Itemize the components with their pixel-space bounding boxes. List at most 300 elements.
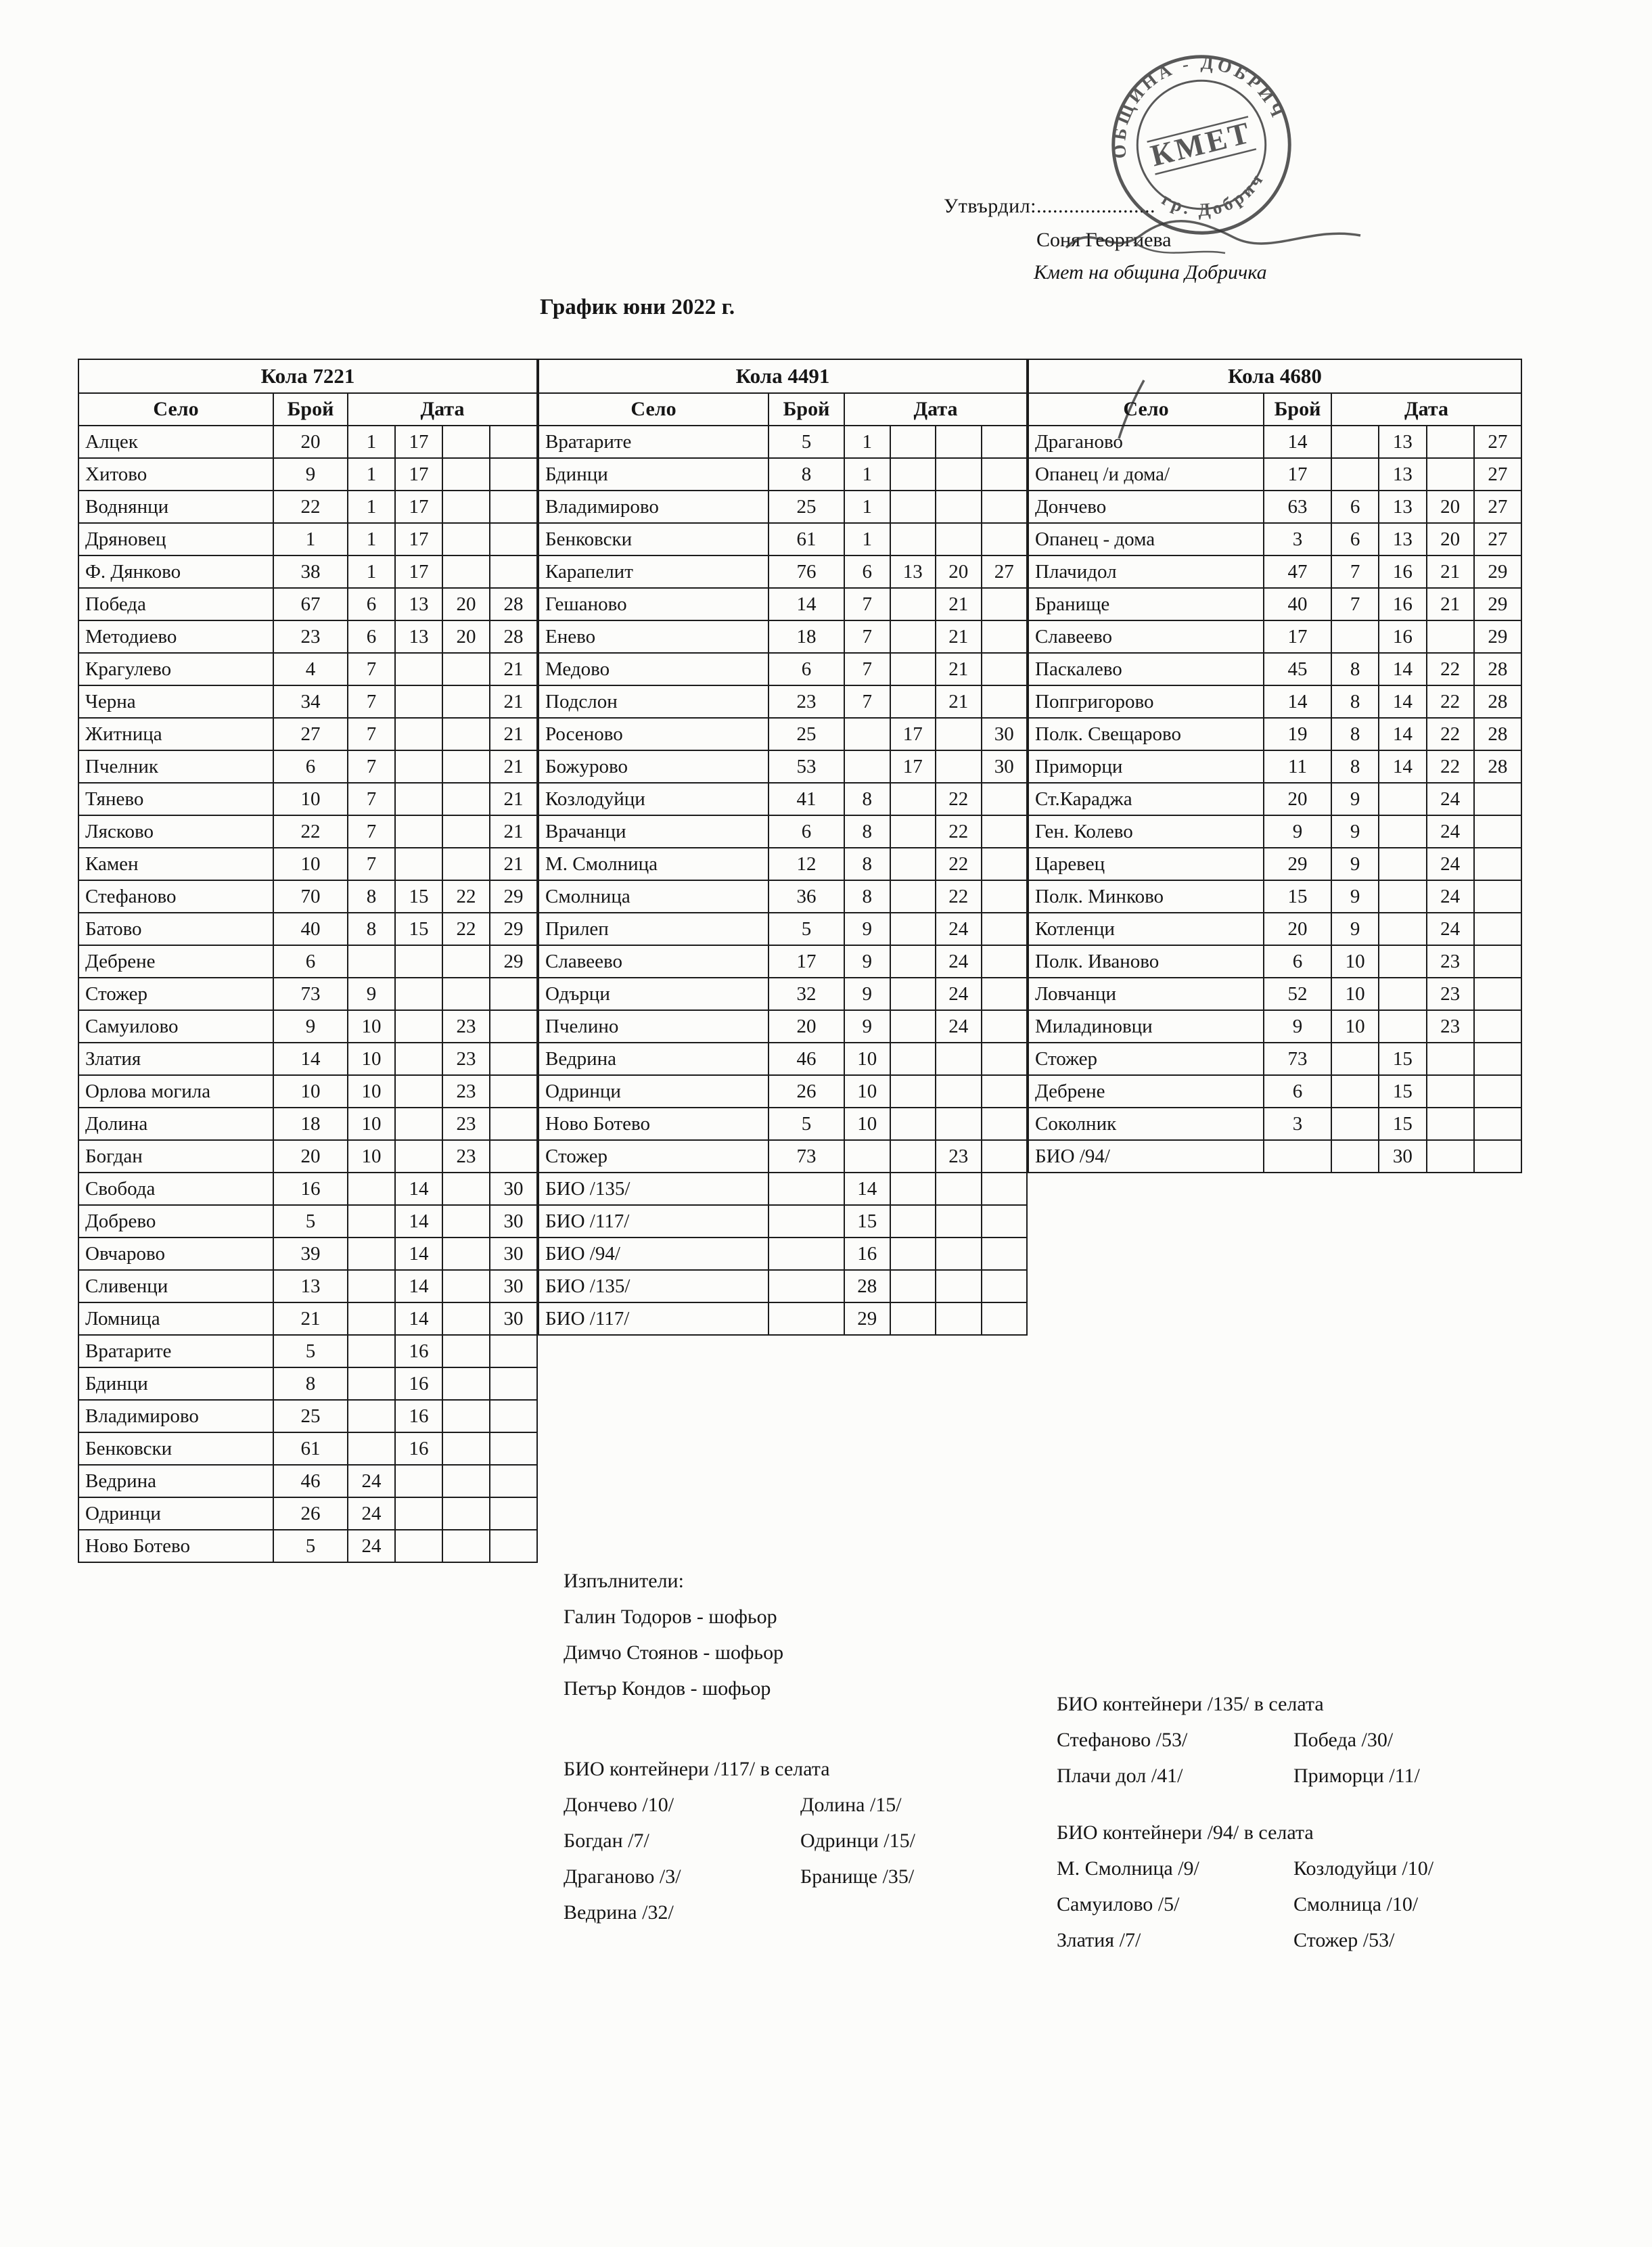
table-row xyxy=(538,1140,1027,1173)
date-cell: 17 xyxy=(890,750,936,783)
date-cell: 16 xyxy=(1379,588,1426,620)
note-pair-row xyxy=(564,1859,915,1894)
date-cell: 15 xyxy=(1379,1075,1426,1108)
date-cell xyxy=(844,1140,890,1173)
count-cell: 6 xyxy=(1264,945,1331,978)
table-row xyxy=(538,945,1027,978)
count-cell: 22 xyxy=(273,815,348,848)
count-cell: 26 xyxy=(273,1497,348,1530)
date-cell: 10 xyxy=(844,1108,890,1140)
village-cell: Добрево xyxy=(78,1205,273,1238)
date-cell xyxy=(936,491,982,523)
date-cell: 15 xyxy=(844,1205,890,1238)
stamp-center-text: КМЕТ xyxy=(1147,115,1256,173)
date-cell: 23 xyxy=(1427,978,1474,1010)
date-cell xyxy=(442,1367,490,1400)
date-cell: 27 xyxy=(1474,458,1521,491)
village-cell: Ведрина xyxy=(538,1043,768,1075)
date-cell: 16 xyxy=(844,1238,890,1270)
date-cell xyxy=(1474,978,1521,1010)
note-pair-row xyxy=(564,1894,915,1930)
village-cell: Бдинци xyxy=(78,1367,273,1400)
date-cell: 14 xyxy=(1379,718,1426,750)
village-cell: Миладиновци xyxy=(1028,1010,1264,1043)
note-pair-row xyxy=(1057,1722,1420,1758)
table-row xyxy=(78,1140,537,1173)
date-cell: 23 xyxy=(442,1043,490,1075)
note-item: Плачи дол /41/ xyxy=(1057,1765,1183,1787)
date-cell xyxy=(982,1238,1028,1270)
village-cell: Ново Ботево xyxy=(538,1108,768,1140)
date-cell: 29 xyxy=(1474,620,1521,653)
date-cell xyxy=(982,783,1028,815)
date-cell xyxy=(490,1335,537,1367)
date-cell: 10 xyxy=(1331,1010,1379,1043)
village-cell: Котленци xyxy=(1028,913,1264,945)
date-cell xyxy=(982,523,1028,555)
date-cell: 15 xyxy=(1379,1108,1426,1140)
date-cell: 22 xyxy=(442,880,490,913)
date-cell: 6 xyxy=(1331,523,1379,555)
bio-117-note xyxy=(564,1751,915,1930)
table-row xyxy=(1028,523,1521,555)
village-cell: Ведрина xyxy=(78,1465,273,1497)
village-cell: Овчарово xyxy=(78,1238,273,1270)
date-cell xyxy=(442,426,490,458)
count-cell: 6 xyxy=(273,750,348,783)
date-cell: 16 xyxy=(1379,555,1426,588)
date-cell xyxy=(1474,848,1521,880)
date-cell xyxy=(1331,1140,1379,1173)
date-cell xyxy=(982,1302,1028,1335)
table-row xyxy=(538,1173,1027,1205)
village-cell: БИО /94/ xyxy=(1028,1140,1264,1173)
date-cell xyxy=(442,491,490,523)
village-cell: Бдинци xyxy=(538,458,768,491)
count-cell: 61 xyxy=(768,523,844,555)
village-cell: БИО /94/ xyxy=(538,1238,768,1270)
table-row xyxy=(78,653,537,685)
date-cell xyxy=(348,1367,395,1400)
date-cell: 24 xyxy=(1427,913,1474,945)
date-cell xyxy=(1331,1108,1379,1140)
date-cell xyxy=(982,1043,1028,1075)
village-cell: Черна xyxy=(78,685,273,718)
table-row xyxy=(78,913,537,945)
table-row xyxy=(78,523,537,555)
village-cell: БИО /135/ xyxy=(538,1270,768,1302)
date-cell: 16 xyxy=(395,1432,442,1465)
table-row xyxy=(538,1238,1027,1270)
date-cell xyxy=(890,685,936,718)
table-row xyxy=(78,848,537,880)
date-cell xyxy=(982,1173,1028,1205)
date-cell: 27 xyxy=(1474,523,1521,555)
village-cell: Пчелино xyxy=(538,1010,768,1043)
village-cell: Подслон xyxy=(538,685,768,718)
table-row xyxy=(538,685,1027,718)
date-cell: 14 xyxy=(395,1205,442,1238)
date-cell: 13 xyxy=(395,588,442,620)
count-cell: 47 xyxy=(1264,555,1331,588)
date-cell: 16 xyxy=(395,1335,442,1367)
date-cell: 22 xyxy=(442,913,490,945)
count-cell: 76 xyxy=(768,555,844,588)
date-cell xyxy=(442,945,490,978)
date-cell: 1 xyxy=(844,426,890,458)
date-cell: 28 xyxy=(1474,685,1521,718)
date-cell xyxy=(982,815,1028,848)
note-item: М. Смолница /9/ xyxy=(1057,1857,1199,1880)
village-cell: Богдан xyxy=(78,1140,273,1173)
count-cell: 9 xyxy=(273,458,348,491)
date-cell: 17 xyxy=(890,718,936,750)
document-title: График юни 2022 г. xyxy=(540,295,735,319)
village-cell: Сливенци xyxy=(78,1270,273,1302)
village-cell: Методиево xyxy=(78,620,273,653)
table-row xyxy=(538,1205,1027,1238)
date-cell: 30 xyxy=(982,718,1028,750)
village-cell: Стожер xyxy=(1028,1043,1264,1075)
date-cell xyxy=(890,945,936,978)
date-cell: 9 xyxy=(844,978,890,1010)
date-cell: 23 xyxy=(936,1140,982,1173)
date-cell xyxy=(348,1432,395,1465)
village-cell: Полк. Иваново xyxy=(1028,945,1264,978)
schedule-table-3 xyxy=(1028,359,1522,1173)
schedule-tables-container xyxy=(78,359,1522,1563)
village-cell: Гешаново xyxy=(538,588,768,620)
date-cell xyxy=(442,815,490,848)
count-cell: 16 xyxy=(273,1173,348,1205)
count-cell: 25 xyxy=(768,491,844,523)
table-row xyxy=(78,1108,537,1140)
date-cell xyxy=(442,458,490,491)
date-cell xyxy=(1427,1140,1474,1173)
date-cell: 21 xyxy=(936,685,982,718)
date-cell xyxy=(442,1205,490,1238)
date-cell xyxy=(1427,1108,1474,1140)
date-cell: 7 xyxy=(844,653,890,685)
count-cell xyxy=(768,1270,844,1302)
date-cell xyxy=(890,880,936,913)
village-cell: Дебрене xyxy=(1028,1075,1264,1108)
table-row xyxy=(538,1075,1027,1108)
date-cell xyxy=(936,426,982,458)
count-cell: 46 xyxy=(768,1043,844,1075)
count-cell: 46 xyxy=(273,1465,348,1497)
date-cell: 8 xyxy=(1331,685,1379,718)
vehicle-title: Кола 4491 xyxy=(538,359,1027,393)
date-cell xyxy=(890,913,936,945)
date-cell xyxy=(890,978,936,1010)
village-cell: Ген. Колево xyxy=(1028,815,1264,848)
count-cell: 6 xyxy=(1264,1075,1331,1108)
date-cell: 9 xyxy=(844,945,890,978)
village-cell: Дончево xyxy=(1028,491,1264,523)
date-cell: 17 xyxy=(395,555,442,588)
date-cell: 29 xyxy=(490,945,537,978)
table-row xyxy=(1028,458,1521,491)
table-row xyxy=(1028,880,1521,913)
count-cell: 18 xyxy=(768,620,844,653)
village-cell: Владимирово xyxy=(538,491,768,523)
date-cell xyxy=(844,750,890,783)
date-cell: 9 xyxy=(1331,815,1379,848)
count-header: Брой xyxy=(273,393,348,426)
table-row xyxy=(1028,620,1521,653)
note-line: Димчо Стоянов - шофьор xyxy=(564,1641,784,1664)
date-cell: 22 xyxy=(1427,653,1474,685)
date-cell: 30 xyxy=(1379,1140,1426,1173)
table-row xyxy=(538,458,1027,491)
count-cell: 14 xyxy=(273,1043,348,1075)
table-row xyxy=(538,1302,1027,1335)
date-cell: 1 xyxy=(348,555,395,588)
village-cell: Карапелит xyxy=(538,555,768,588)
schedule-table-2 xyxy=(538,359,1028,1336)
date-cell xyxy=(490,491,537,523)
date-cell: 22 xyxy=(936,815,982,848)
table-row xyxy=(1028,848,1521,880)
note-item: Козлодуйци /10/ xyxy=(1293,1857,1434,1880)
count-cell: 22 xyxy=(273,491,348,523)
date-cell: 21 xyxy=(490,848,537,880)
village-cell: Стефаново xyxy=(78,880,273,913)
date-cell: 23 xyxy=(1427,1010,1474,1043)
date-cell xyxy=(490,1465,537,1497)
date-cell: 27 xyxy=(1474,426,1521,458)
date-cell xyxy=(490,1140,537,1173)
date-cell xyxy=(442,848,490,880)
date-cell: 30 xyxy=(490,1302,537,1335)
date-cell xyxy=(890,1238,936,1270)
date-cell: 8 xyxy=(1331,750,1379,783)
date-cell xyxy=(395,945,442,978)
date-cell xyxy=(1331,1075,1379,1108)
bio-94-note xyxy=(1057,1815,1433,1958)
village-cell: Свобода xyxy=(78,1173,273,1205)
vehicle-title: Кола 7221 xyxy=(78,359,537,393)
date-cell: 10 xyxy=(348,1010,395,1043)
count-cell: 20 xyxy=(273,426,348,458)
date-cell xyxy=(1474,783,1521,815)
table-row xyxy=(1028,653,1521,685)
date-cell xyxy=(490,1108,537,1140)
count-cell: 41 xyxy=(768,783,844,815)
date-cell xyxy=(442,1400,490,1432)
table-row xyxy=(538,491,1027,523)
count-cell: 5 xyxy=(273,1335,348,1367)
date-cell xyxy=(936,1238,982,1270)
village-cell: Бранище xyxy=(1028,588,1264,620)
table-row xyxy=(78,978,537,1010)
date-cell xyxy=(982,978,1028,1010)
date-cell: 7 xyxy=(348,848,395,880)
date-cell: 28 xyxy=(844,1270,890,1302)
note-item xyxy=(800,1894,915,1930)
date-cell: 27 xyxy=(982,555,1028,588)
date-cell: 9 xyxy=(1331,913,1379,945)
date-cell xyxy=(982,620,1028,653)
date-cell: 24 xyxy=(936,1010,982,1043)
table-row xyxy=(1028,426,1521,458)
date-cell xyxy=(982,1010,1028,1043)
table-row xyxy=(78,750,537,783)
village-cell: Владимирово xyxy=(78,1400,273,1432)
date-cell: 10 xyxy=(348,1043,395,1075)
date-cell: 24 xyxy=(1427,880,1474,913)
approver-title: Кмет на община Добричка xyxy=(1034,261,1267,283)
count-cell: 20 xyxy=(273,1140,348,1173)
village-cell: Попгригорово xyxy=(1028,685,1264,718)
date-cell xyxy=(982,685,1028,718)
note-item: Драганово /3/ xyxy=(564,1865,681,1888)
date-cell: 30 xyxy=(982,750,1028,783)
date-cell: 21 xyxy=(1427,555,1474,588)
date-cell: 1 xyxy=(844,523,890,555)
date-cell: 6 xyxy=(844,555,890,588)
village-cell: Паскалево xyxy=(1028,653,1264,685)
table-row xyxy=(78,1075,537,1108)
count-cell: 20 xyxy=(1264,913,1331,945)
date-cell: 28 xyxy=(1474,718,1521,750)
village-cell: Медово xyxy=(538,653,768,685)
date-cell: 15 xyxy=(395,880,442,913)
count-cell: 10 xyxy=(273,1075,348,1108)
date-cell: 16 xyxy=(395,1400,442,1432)
date-cell xyxy=(490,1367,537,1400)
count-cell: 3 xyxy=(1264,523,1331,555)
note-item: Победа /30/ xyxy=(1293,1729,1394,1751)
date-cell xyxy=(348,1205,395,1238)
village-cell: Енево xyxy=(538,620,768,653)
note-pair-row xyxy=(1057,1922,1433,1958)
date-cell xyxy=(442,1173,490,1205)
date-cell: 29 xyxy=(844,1302,890,1335)
table-row xyxy=(538,1043,1027,1075)
date-cell: 7 xyxy=(844,588,890,620)
date-cell: 9 xyxy=(1331,880,1379,913)
date-cell xyxy=(890,848,936,880)
date-cell: 1 xyxy=(844,458,890,491)
date-cell xyxy=(490,1043,537,1075)
table-row xyxy=(538,653,1027,685)
date-cell: 29 xyxy=(490,913,537,945)
village-cell: Ново Ботево xyxy=(78,1530,273,1562)
date-cell xyxy=(442,1238,490,1270)
table-row xyxy=(78,1400,537,1432)
date-cell xyxy=(395,815,442,848)
date-cell: 8 xyxy=(844,848,890,880)
count-cell: 23 xyxy=(273,620,348,653)
date-cell xyxy=(348,1400,395,1432)
approver-name: Соня Георгиева xyxy=(1036,229,1172,251)
date-cell xyxy=(1474,880,1521,913)
village-cell: Ломница xyxy=(78,1302,273,1335)
date-cell: 7 xyxy=(348,783,395,815)
table-row xyxy=(538,1108,1027,1140)
date-cell xyxy=(890,783,936,815)
date-cell: 10 xyxy=(348,1075,395,1108)
date-cell xyxy=(890,1205,936,1238)
date-cell xyxy=(1379,913,1426,945)
count-cell: 32 xyxy=(768,978,844,1010)
date-cell xyxy=(936,1043,982,1075)
village-cell: М. Смолница xyxy=(538,848,768,880)
table-row xyxy=(78,1205,537,1238)
stamp-ring-text-bottom: гр. Добрич xyxy=(1158,168,1268,221)
table-row xyxy=(1028,750,1521,783)
table-row xyxy=(78,1010,537,1043)
table-row xyxy=(538,913,1027,945)
table-row xyxy=(538,848,1027,880)
date-cell xyxy=(442,653,490,685)
date-cell xyxy=(1427,458,1474,491)
table-row xyxy=(78,783,537,815)
date-cell: 22 xyxy=(1427,718,1474,750)
date-cell xyxy=(442,1335,490,1367)
date-cell xyxy=(982,1108,1028,1140)
count-cell xyxy=(768,1173,844,1205)
count-cell: 5 xyxy=(273,1530,348,1562)
date-cell: 14 xyxy=(1379,685,1426,718)
date-cell xyxy=(442,1432,490,1465)
village-cell: Бенковски xyxy=(78,1432,273,1465)
table-row xyxy=(78,588,537,620)
date-cell xyxy=(890,1270,936,1302)
date-cell: 7 xyxy=(844,620,890,653)
village-cell: Соколник xyxy=(1028,1108,1264,1140)
date-cell: 24 xyxy=(936,945,982,978)
date-cell: 24 xyxy=(348,1530,395,1562)
count-cell xyxy=(768,1302,844,1335)
date-cell: 20 xyxy=(1427,523,1474,555)
count-cell xyxy=(1264,1140,1331,1173)
date-cell: 24 xyxy=(1427,783,1474,815)
executors-note xyxy=(564,1563,783,1706)
count-cell: 19 xyxy=(1264,718,1331,750)
village-cell: Лясково xyxy=(78,815,273,848)
table-row xyxy=(538,783,1027,815)
date-cell xyxy=(490,458,537,491)
note-item: Златия /7/ xyxy=(1057,1929,1141,1951)
count-cell: 61 xyxy=(273,1432,348,1465)
date-cell xyxy=(1379,945,1426,978)
village-cell: Дебрене xyxy=(78,945,273,978)
date-cell: 21 xyxy=(1427,588,1474,620)
approved-by-label: Утвърдил:...................... xyxy=(944,195,1156,217)
date-cell xyxy=(348,1173,395,1205)
date-cell: 13 xyxy=(1379,491,1426,523)
table-row xyxy=(78,880,537,913)
date-cell: 13 xyxy=(1379,458,1426,491)
count-cell: 5 xyxy=(273,1205,348,1238)
table-row xyxy=(78,491,537,523)
table-row xyxy=(1028,588,1521,620)
date-cell xyxy=(395,1530,442,1562)
note-pair-row xyxy=(1057,1758,1420,1794)
date-cell xyxy=(442,718,490,750)
stamp-ring-text-top: ОБЩИНА - ДОБРИЧ xyxy=(1108,52,1289,160)
date-cell xyxy=(395,1140,442,1173)
count-cell: 34 xyxy=(273,685,348,718)
date-cell xyxy=(890,620,936,653)
count-cell: 73 xyxy=(768,1140,844,1173)
date-cell xyxy=(442,685,490,718)
date-cell xyxy=(490,978,537,1010)
table-row xyxy=(78,815,537,848)
